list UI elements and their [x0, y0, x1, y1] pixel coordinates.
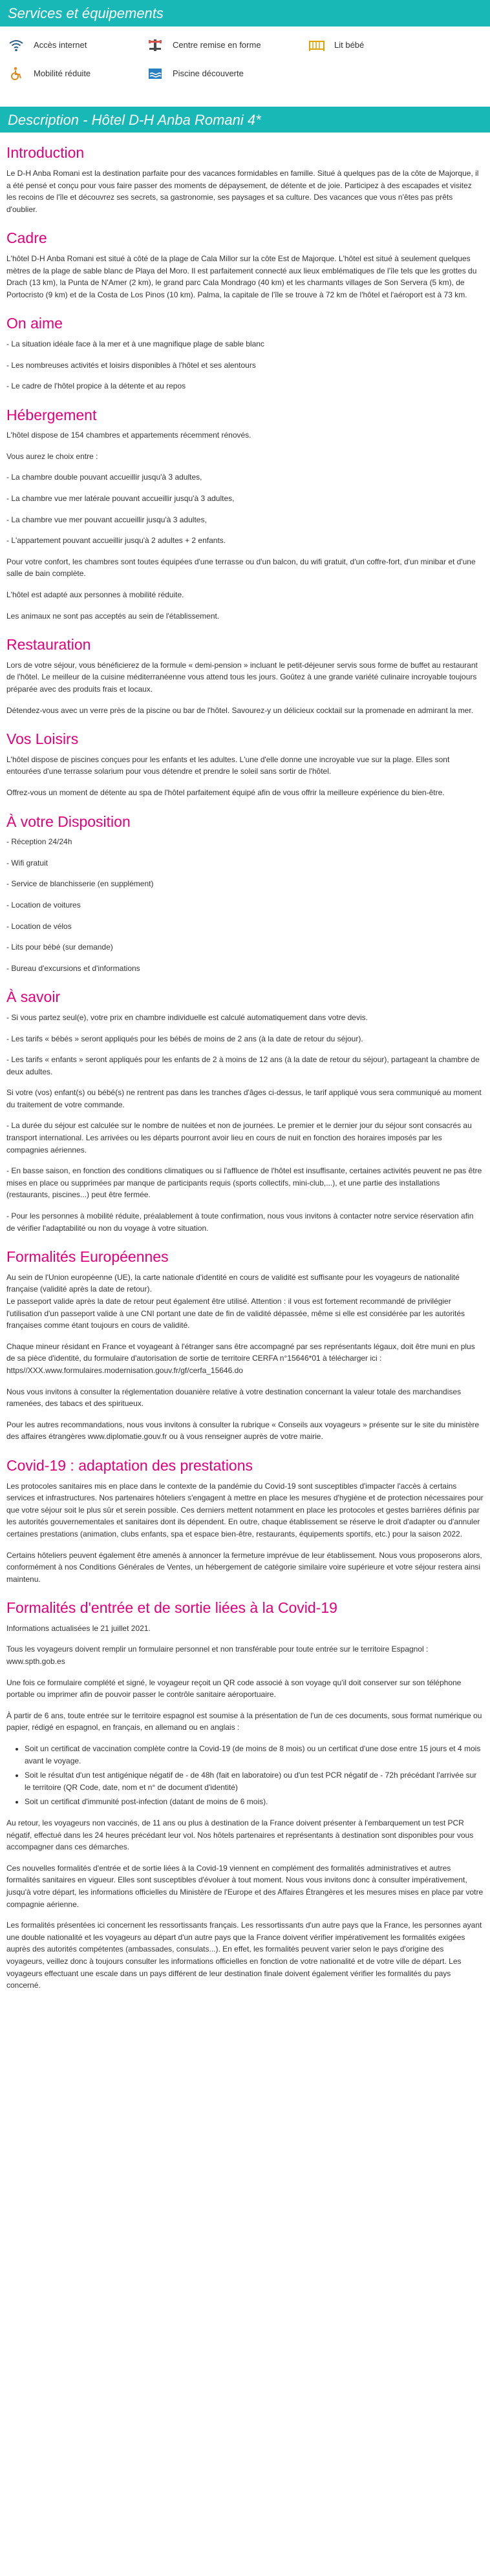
- section-title-covid-adaptation: Covid-19 : adaptation des prestations: [6, 1456, 253, 1474]
- paragraph: Pour les autres recommandations, nous vous invitons à consulter la rubrique « Conseils aux voyageurs » présente sur le site du ministère des affaires étrangères www.diplomatie.gouv.fr ou à vous renseigner auprès de votre mairie.: [6, 1420, 480, 1442]
- baby-bed-icon: [308, 38, 325, 52]
- paragraph: Nous vous invitons à consulter la réglementation douanière relative à votre destination concernant la valeur totale des marchandises ramenées, des tabacs et des spiritueux.: [6, 1387, 462, 1409]
- list-item: - Réception 24/24h: [6, 837, 72, 847]
- service-label: Lit bébé: [334, 39, 365, 50]
- section-title-disposition: À votre Disposition: [6, 813, 131, 830]
- list-item: - La chambre vue mer pouvant accueillir jusqu'à 3 adultes,: [6, 515, 207, 524]
- service-label: Piscine découverte: [173, 68, 244, 78]
- paragraph: L'hôtel dispose de 154 chambres et appartements récemment rénovés.: [6, 431, 251, 440]
- paragraph: Le D-H Anba Romani est la destination parfaite pour des vacances formidables en famille. Situé à quelques pas de la côte de Majorque, il a été pensé et conçu pour vous faire passer des moments de dépaysement, de détente et de joie. Participez à des escapades et visitez les recoins de l'île et découvrez ses secrets, sa gastronomie, ses paysages et sa culture. Des vacances que vous n'êtes pas prêts d'oublier.: [6, 168, 479, 214]
- services-grid: [0, 27, 490, 95]
- section-title-savoir: À savoir: [6, 988, 61, 1006]
- bullet-item: • Soit un certificat d'immunité post-infection (datant de moins de 6 mois).: [25, 1796, 484, 1808]
- list-item: - Les nombreuses activités et loisirs disponibles à l'hôtel et ses alentours: [6, 360, 256, 370]
- list-item: - La chambre double pouvant accueillir jusqu'à 3 adultes,: [6, 473, 202, 482]
- section-title-hebergement: Hébergement: [6, 406, 97, 423]
- paragraph: Les formalités présentées ici concernent les ressortissants français. Les ressortissants d'un autre pays que la France, les personnes ayant une double nationalité et les voyageurs au départ d'un autre pays que la France doivent vérifier impérativement les formalités exigées auprès des autorités compétentes (ambassades, consulats...). En effet, les formalités peuvent varier selon le pays d'origine des voyageurs, veillez donc à toujours consulter les informations officielles en fonction de votre nationalité et de votre ville de départ. Les voyageurs effectuant une escale dans un pays différent de leur destination finale doivent également vérifier les formalités du pays concerné.: [6, 1921, 482, 1990]
- paragraph: L'hôtel dispose de piscines conçues pour les enfants et les adultes. L'une d'elle donne une incroyable vue sur la plage. Elles sont entourées d'une terrasse solarium pour vous détendre et prendre le soleil sans sortir de l'hôtel.: [6, 754, 450, 776]
- paragraph: Les animaux ne sont pas acceptés au sein de l'établissement.: [6, 611, 220, 621]
- wifi-icon: [8, 38, 25, 52]
- paragraph: Ces nouvelles formalités d'entrée et de sortie liées à la Covid-19 viennent en complément des formalités administratives et autres formalités sanitaires en vigueur. Elles sont susceptibles d'évoluer à tout moment. Nous vous invitons donc à consulter impérativement, jusqu'à votre départ, les informations officielles du Ministère de l'Europe et des Affaires Étrangères et les mesures mises en place par votre compagnie aérienne.: [6, 1863, 484, 1909]
- list-item: - L'appartement pouvant accueillir jusqu'à 2 adultes + 2 enfants.: [6, 536, 226, 546]
- section-title-restauration: Restauration: [6, 636, 91, 654]
- service-label: Centre remise en forme: [173, 39, 261, 50]
- description-content: [0, 133, 490, 2013]
- list-item: - Le cadre de l'hôtel propice à la détente et au repos: [6, 381, 186, 391]
- list-item: - La situation idéale face à la mer et à une magnifique plage de sable blanc: [6, 339, 264, 348]
- bullet-list: [6, 1743, 484, 1808]
- paragraph: Tous les voyageurs doivent remplir un formulaire personnel et non transférable pour toute entrée sur le territoire Espagnol : www.spth.gob.es: [6, 1645, 429, 1666]
- paragraph: Lors de votre séjour, vous bénéficierez de la formule « demi-pension » incluant le petit-déjeuner servis sous forme de buffet au restaurant de l'hôtel. Le meilleur de la cuisine méditerranéenne vous attend tous les jours. Goûtez à une grande variété culinaire incroyable toujours préparée avec des produits frais et locaux.: [6, 660, 478, 694]
- paragraph: Vous aurez le choix entre :: [6, 451, 98, 461]
- paragraph: - Si vous partez seul(e), votre prix en chambre individuelle est calculé automatiquement dans votre devis.: [6, 1012, 368, 1022]
- paragraph: Les protocoles sanitaires mis en place dans le contexte de la pandémie du Covid-19 sont susceptibles d'impacter l'accès à certains services et infrastructures. Nos partenaires hôteliers s'engagent à mettre en place les mesures d'hygiène et de protection nécessaires pour que votre séjour soit le plus sûr et serein possible. Ces derniers mettent notamment en place les protocoles et gestes barrières définis par les autorités gouvernementales et sanitaires dont ils dépendent. En outre, chaque établissement se réserve le droit d'adapter ou d'annuler certaines prestations (animation, clubs enfants, spa et espace bien-être, restaurants, équipements sportifs, etc.) pour la saison 2022.: [6, 1481, 484, 1538]
- section-title-formalites: Formalités Européennes: [6, 1248, 169, 1266]
- section-title-introduction: Introduction: [6, 144, 85, 162]
- list-item: - Bureau d'excursions et d'informations: [6, 963, 140, 973]
- paragraph: L'hôtel D-H Anba Romani est situé à côté de la plage de Cala Millor sur la côte Est de Majorque. L'hôtel est situé à seulement quelques mètres de la plage de sable blanc de Playa del Moro. Il est parfaitement connecté aux lieux emblématiques de l'île tels que les grottes du Drach (13 km), la Punta de N'Amer (2 km), le grand parc Cala Mondrago (40 km) et les charmants villages de Son Servera (5 km), de Portocristo (9 km) et de la Costa de Los Pinos (10 km). Palma, la capitale de l'île se trouve à 72 km de l'hôtel et l'aéroport est à 73 km.: [6, 253, 477, 299]
- service-item-fitness: [147, 38, 308, 52]
- paragraph: Au retour, les voyageurs non vaccinés, de 11 ans ou plus à destination de la France doivent présenter à l'embarquement un test PCR négatif, effectué dans les 24 heures précédant leur vol. Nos hôtels partenaires et représentants à destination sont disponibles pour vous accompagner dans ces démarches.: [6, 1818, 474, 1852]
- paragraph: Détendez-vous avec un verre près de la piscine ou bar de l'hôtel. Savourez-y un délicieux cocktail sur la promenade en admirant la mer.: [6, 705, 474, 715]
- service-item-pool: [147, 67, 308, 81]
- paragraph: Informations actualisées le 21 juillet 2021.: [6, 1623, 151, 1633]
- paragraph: - Pour les personnes à mobilité réduite, préalablement à toute confirmation, nous vous invitons à contacter notre service réservation afin de vérifier l'adaptabilité ou non du voyage à votre situation.: [6, 1211, 474, 1233]
- paragraph: Si votre (vos) enfant(s) ou bébé(s) ne rentrent pas dans les tranches d'âges ci-dessus, le tarif appliqué vous sera communiqué au moment du traitement de votre commande.: [6, 1088, 482, 1109]
- paragraph: Offrez-vous un moment de détente au spa de l'hôtel parfaitement équipé afin de vous offrir la meilleure expérience du bien-être.: [6, 787, 445, 797]
- paragraph: L'hôtel est adapté aux personnes à mobilité réduite.: [6, 590, 184, 600]
- paragraph: - Les tarifs « bébés » seront appliqués pour les bébés de moins de 2 ans (à la date de retour du séjour).: [6, 1034, 363, 1043]
- list-item: - Wifi gratuit: [6, 858, 48, 868]
- paragraph: Chaque mineur résidant en France et voyageant à l'étranger sans être accompagné par ses représentants légaux, doit être muni en plus de sa pièce d'identité, du formulaire d'autorisation de sortie de territoire CERFA n°15646*01 à télécharger ici : https//XXX.www.formulaires.modernisation.gouv.fr/gf/cerfa_15646.do: [6, 1341, 475, 1375]
- paragraph: Une fois ce formulaire complété et signé, le voyageur reçoit un QR code associé à son voyage qu'il doit conserver sur son téléphone portable ou imprimer afin de pouvoir passer le contrôle sanitaire aéroportuaire.: [6, 1677, 462, 1699]
- paragraph: - La durée du séjour est calculée sur le nombre de nuitées et non de journées. Le premier et le dernier jour du séjour sont consacrés au transport international. Les arrivées ou les départs pourront avoir lieu en cours de nuit en fonction des horaires imposés par les compagnies aériennes.: [6, 1121, 472, 1155]
- paragraph: Pour votre confort, les chambres sont toutes équipées d'une terrasse ou d'un balcon, du wifi gratuit, d'un coffre-fort, d'un minibar et d'une salle de bain complète.: [6, 557, 476, 579]
- services-title: Services et équipements: [0, 0, 490, 27]
- service-label: Accès internet: [34, 39, 87, 50]
- paragraph: - Les tarifs « enfants » seront appliqués pour les enfants de 2 à moins de 12 ans (à la date de retour du séjour), partageant la chambre de deux adultes.: [6, 1055, 480, 1076]
- pool-icon: [147, 67, 164, 81]
- description-title: Description - Hôtel D-H Anba Romani 4*: [0, 107, 490, 133]
- wheelchair-icon: [8, 67, 25, 81]
- list-item: - Location de vélos: [6, 921, 72, 931]
- section-title-on-aime: On aime: [6, 315, 63, 332]
- paragraph: À partir de 6 ans, toute entrée sur le territoire espagnol est soumise à la présentation de l'un de ces documents, sous format numérique ou papier, rédigé en espagnol, en français, en allemand ou en anglais :: [6, 1710, 482, 1732]
- service-item-internet: [8, 38, 147, 52]
- paragraph: - En basse saison, en fonction des conditions climatiques ou si l'affluence de l'hôtel est insuffisante, certaines activités peuvent ne pas être mises en place ou supprimées par manque de participants requis (sports collectifs, mini-club,...), et une partie des installations (restaurants, piscines...) peut être fermée.: [6, 1166, 482, 1200]
- service-item-mobility: [8, 67, 147, 81]
- bullet-item: • Soit le résultat d'un test antigénique négatif de - de 48h (fait en laboratoire) ou d'un test PCR négatif de - 72h précédant l'arrivée sur le territoire (QR Code, date, nom et n° de document d'identité): [25, 1769, 484, 1793]
- service-label: Mobilité réduite: [34, 68, 91, 78]
- section-title-loisirs: Vos Loisirs: [6, 730, 79, 748]
- paragraph: Certains hôteliers peuvent également être amenés à annoncer la fermeture imprévue de leur établissement. Nous vous proposerons alors, conformément à nos Conditions Générales de Ventes, un hébergement de catégorie similaire voire supérieure et votre séjour restera ainsi maintenu.: [6, 1550, 482, 1584]
- list-item: - Location de voitures: [6, 900, 81, 910]
- service-item-baby-bed: [308, 38, 476, 52]
- bullet-item: • Soit un certificat de vaccination complète contre la Covid-19 (de moins de 8 mois) ou un certificat d'une dose entre 15 jours et 4 mois avant le voyage.: [25, 1743, 484, 1767]
- list-item: - Lits pour bébé (sur demande): [6, 942, 113, 952]
- list-item: - Service de blanchisserie (en supplément): [6, 879, 154, 889]
- section-title-cadre: Cadre: [6, 229, 47, 247]
- section-title-covid-formalites: Formalités d'entrée et de sortie liées à la Covid-19: [6, 1599, 337, 1617]
- paragraph: Au sein de l'Union européenne (UE), la carte nationale d'identité en cours de validité est suffisante pour les voyageurs de nationalité française (validité après la date de retour). Le passeport valide après la date de retour peut également être utilisé. Attention : il vous est fortement recommandé de privilégier l'utilisation d'un passeport valide à une CNI portant une date de fin de validité dépassée, même si elle est considérée par les autorités françaises comme étant toujours en cours de validité.: [6, 1272, 465, 1330]
- dumbbell-icon: [147, 38, 164, 52]
- list-item: - La chambre vue mer latérale pouvant accueillir jusqu'à 3 adultes,: [6, 494, 235, 504]
